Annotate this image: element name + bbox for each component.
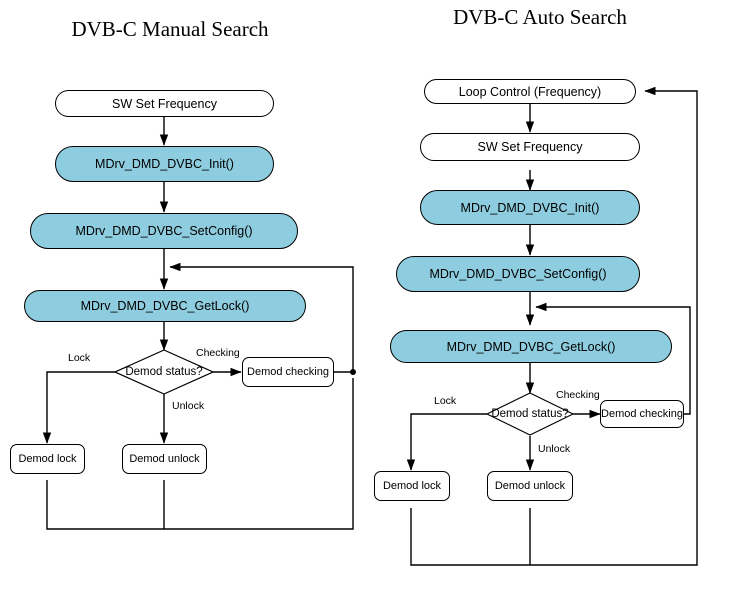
manual-node-checking[interactable]: Demod checking — [242, 357, 334, 387]
auto-node-getlock[interactable]: MDrv_DMD_DVBC_GetLock() — [390, 330, 672, 363]
manual-edge-label-checking: Checking — [196, 347, 240, 359]
auto-node-checking[interactable]: Demod checking — [600, 400, 684, 428]
auto-node-start[interactable]: SW Set Frequency — [420, 133, 640, 161]
auto-node-init[interactable]: MDrv_DMD_DVBC_Init() — [420, 190, 640, 225]
manual-decision-label: Demod status? — [125, 366, 203, 378]
auto-node-lock[interactable]: Demod lock — [374, 471, 450, 501]
auto-edge-label-checking: Checking — [556, 389, 600, 401]
auto-node-loop-control[interactable]: Loop Control (Frequency) — [424, 79, 636, 104]
manual-node-start[interactable]: SW Set Frequency — [55, 90, 274, 117]
auto-node-unlock[interactable]: Demod unlock — [487, 471, 573, 501]
auto-node-setconfig[interactable]: MDrv_DMD_DVBC_SetConfig() — [396, 256, 640, 292]
manual-node-unlock[interactable]: Demod unlock — [122, 444, 207, 474]
manual-node-lock[interactable]: Demod lock — [10, 444, 85, 474]
manual-node-getlock[interactable]: MDrv_DMD_DVBC_GetLock() — [24, 290, 306, 322]
auto-decision-label: Demod status? — [491, 408, 569, 420]
manual-edge-label-unlock: Unlock — [172, 400, 205, 412]
auto-edge-label-unlock: Unlock — [538, 443, 571, 455]
manual-node-init[interactable]: MDrv_DMD_DVBC_Init() — [55, 146, 274, 182]
manual-node-setconfig[interactable]: MDrv_DMD_DVBC_SetConfig() — [30, 213, 298, 249]
auto-diagram-title: DVB-C Auto Search — [453, 5, 627, 29]
auto-edge-label-lock: Lock — [434, 395, 457, 407]
manual-edge-label-lock: Lock — [68, 352, 91, 364]
manual-diagram-title: DVB-C Manual Search — [71, 17, 269, 41]
